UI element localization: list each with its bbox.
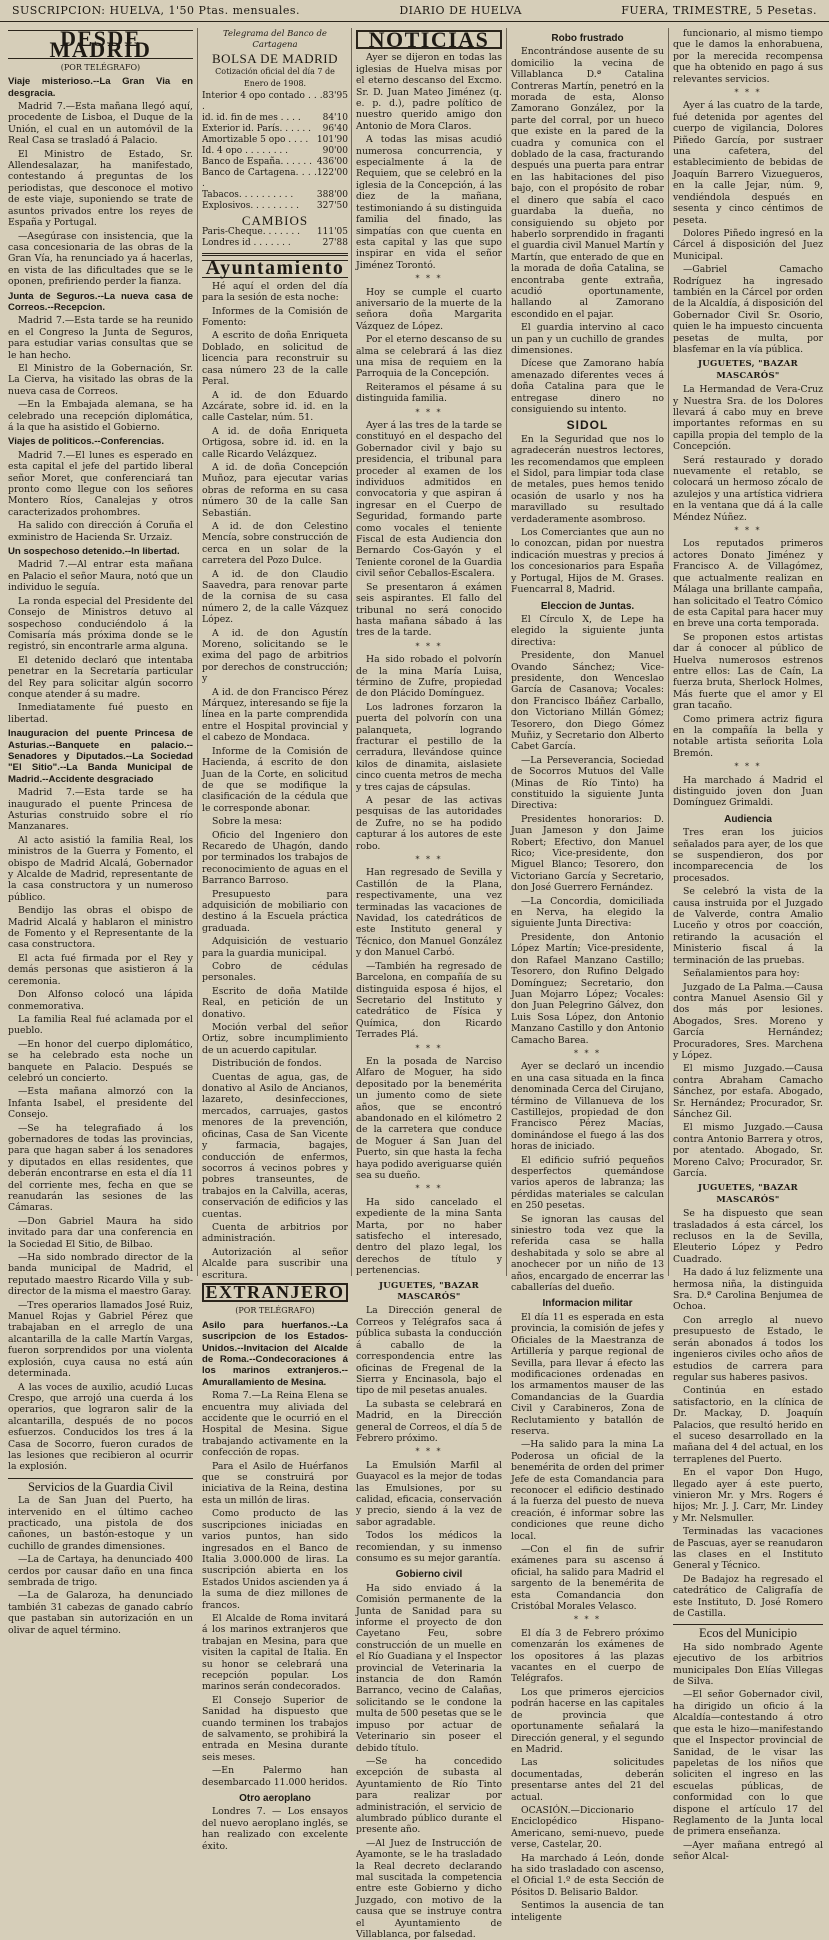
paragraph: Inmediatamente fué puesto en libertad.: [8, 702, 193, 725]
paragraph: El edificio sufrió pequeños desperfectos quemándose varios aperos de labranza; las pérdidas materiales se calculan en 250 pesetas.: [511, 1154, 664, 1212]
quote-row: [202, 146, 348, 157]
paragraph: La Hermandad de Vera-Cruz y Nuestra Sra. de los Dolores llevará á cabo muy en breve importantes reformas en su capilla propia del templo de la Concepción.: [673, 384, 823, 453]
quote-row: [202, 227, 348, 238]
quote-row: [202, 113, 348, 124]
newspaper-name: DIARIO DE HUELVA: [399, 4, 522, 17]
quote-label: Tabacos. . . . . . . . . .: [202, 190, 294, 201]
advert-juguetes: JUGUETES, "BAZAR MASCARÓS": [378, 1280, 479, 1303]
section-title-desde-madrid: DESDE MADRID: [8, 30, 193, 59]
paragraph: Se celebró la vista de la causa instruida por el Juzgado de Valverde, contra Amalio Luceño y otros por coacción, retirando la acusación el Ministerio fiscal á la terminación de las pruebas.: [673, 886, 823, 966]
separator-stars: * * *: [415, 1184, 443, 1194]
paragraph: —Se ha concedido excepción de subasta al Ayuntamiento de Río Tinto para realizar por administración, el servicio de alumbrado público durante el presente año.: [356, 1755, 502, 1836]
quote-row: [202, 201, 348, 212]
column-rule: [506, 28, 507, 1276]
paragraph: El guardia intervino al caco un pan y un cuchillo de grandes dimensiones.: [511, 322, 664, 356]
paragraph: Hoy se cumple el cuarto aniversario de la muerte de la señora doña Margarita Vázquez de López.: [356, 286, 502, 332]
paragraph: Tres eran los juicios señalados para ayer, de los que se suspendieron, dos por incomparecencia de los procesados.: [673, 827, 823, 884]
paragraph: Reiteramos el pésame á su distinguida familia.: [356, 381, 502, 405]
paragraph: La Emulsión Marfil al Guayacol es la mejor de todas las Emulsiones, por su calidad, eficacia, conservación y precio, siendo á la vez de sabor agradable.: [356, 1459, 502, 1528]
quote-value: 436'00: [316, 157, 348, 168]
headline: Asilo para huerfanos.--La suscripcion de los Estados-Unidos.--Invitacion del Alcalde de Roma.--Condecoraciones á los marinos extranjeros.--Amurallamiento de Mesina.: [202, 1319, 348, 1388]
paragraph: —Ayer mañana entregó al señor Alcal-: [673, 1839, 823, 1863]
telegraph-note: (POR TELÉGRAFO): [235, 1306, 315, 1316]
paragraph: Moción verbal del señor Ortiz, sobre incumplimiento de un acuerdo capitular.: [202, 1022, 348, 1056]
paragraph: —En honor del cuerpo diplomático, se ha celebrado esta noche un banquete en Palacio. Después se celebró un concierto.: [8, 1038, 193, 1084]
paragraph: —Ha salido para la mina La Poderosa un oficial de la benemérita de orden del primer Jefe de esta Comandancia para reconocer el edificio destinado á la fuerza del puesto de nueva creación, é informar sobre las condiciones que reune dicho local.: [511, 1439, 664, 1542]
paragraph: Como primera actriz figura en la compañía la bella y notable artista señorita Lola Bremón.: [673, 713, 823, 759]
paragraph: Ha sido nombrado Agente ejecutivo de los arbitrios municipales Don Elías Villegas de Silva.: [673, 1641, 823, 1688]
paragraph: Los Comerciantes que aun no lo conozcan, pidan por nuestra indicación muestras y precios á los concesionarios para España y Portugal, Hijos de M. Grases. Fuencarral 8, Madrid.: [511, 527, 664, 596]
paragraph: Terminadas las vacaciones de Pascuas, ayer se reanudaron las clases en el Instituto General y Técnico.: [673, 1526, 823, 1572]
paragraph: En la posada de Narciso Alfaro de Moguer, ha sido depositado por la benemérita un jumento como de siete años, que se encontró abandonado en el kilómetro 2 de la carretera que conduce de Moguer á San Juan del Puerto, sin que hasta la fecha haya podido averiguarse quién sea su dueño.: [356, 1055, 502, 1181]
paragraph: Ha dado á luz felizmente una hermosa niña, la distinguida Sra. D.ª Carolina Benjumea de Ochoa.: [673, 1267, 823, 1313]
paragraph: —También ha regresado de Barcelona, en compañía de su distinguida esposa é hijos, el Secretario del Instituto y catedrático de Física y Química, don Ricardo Terrades Plá.: [356, 960, 502, 1041]
paragraph: Ayer á las tres de la tarde se constituyó en el despacho del Gobernador civil y bajo su presidencia, el tribunal para proceder al examen de los individuos admitidos en convocatoria y que aspiran á ingresar en el Cuerpo de Seguridad, formando parte como vocales el teniente Fiscal de esta Audiencia don Bernardo Cos-Gayón y el Teniente coronel de la Guardia civil señor Ceballos-Escalera.: [356, 420, 502, 580]
bolsa-title: BOLSA DE MADRID: [212, 50, 338, 66]
quote-label: Banco de Cartagena. . . . .: [202, 168, 317, 190]
paragraph: Ha sido enviado á la Comisión permanente de la Junta de Sanidad para su informe el proyecto de don Cayetano Feu, sobre construcción de un muelle en el Río Guadiana y el Inspector provincial de Veterinaria la instancia de don Ramón Barranco, vecino de Calañas, solicitando se le condone la multa de 500 pesetas que se le impuso por actuar de Veterinario sin poseer el debido título.: [356, 1582, 502, 1754]
paragraph: Ayer se declaró un incendio en una casa situada en la finca denominada Cerca del Cirujano, término de Villanueva de los Castillejos, propiedad de don Francisco Pérez Macías, dominándose el fuego á las dos horas de iniciado.: [511, 1061, 664, 1153]
quote-row: [202, 190, 348, 201]
subscription-local: SUSCRIPCION: HUELVA, 1'50 Ptas. mensuales.: [12, 4, 301, 17]
paragraph: Juzgado de La Palma.—Causa contra Manuel Asensio Gil y dos más por lesiones. Abogados, Sres. Moreno y García Hernández; Procuradores, Sres. Marchena y López.: [673, 981, 823, 1061]
paragraph: —La Concordia, domiciliada en Nerva, ha elegido la siguiente Junta Directiva:: [511, 895, 664, 930]
quote-label: Explosivos. . . . . . . . .: [202, 201, 299, 212]
paragraph: Ha marchado á León, donde ha sido trasladado con ascenso, el Oficial 1.º de esta Sección de Pósitos D. Belisario Baldor.: [511, 1852, 664, 1898]
quote-label: Amortizable 5 opo . . . .: [202, 135, 309, 146]
quote-label: Id. 4 opo . . . . . . . .: [202, 146, 288, 157]
paragraph: Los que primeros ejercicios podrán hacerse en las capitales de provincia que oportunamente señalará la Dirección general, y el segundo en Madrid.: [511, 1686, 664, 1755]
paragraph: De Badajoz ha regresado el catedrático de Caligrafía de este Instituto, D. José Romero de Castilla.: [673, 1573, 823, 1620]
column-rule: [351, 28, 352, 1276]
section-title-ayuntamiento: Ayuntamiento: [202, 260, 348, 277]
paragraph: Cobro de cédulas personales.: [202, 961, 348, 984]
separator-stars: * * *: [734, 88, 762, 98]
bolsa-date: Cotización oficial del día 7 de Enero de 1908.: [215, 67, 335, 88]
paragraph: Al acto asistió la familia Real, los ministros de la Guerra y Fomento, el obispo de Madrid Alcalá, Gobernador y Alcalde de Madrid, representante de la casa constructora y un numeroso público.: [8, 834, 193, 903]
paragraph: En la Seguridad que nos lo agradecerán nuestros lectores, les recomendamos que empleen el Sidol, para limpiar toda clase de metales, pues hemos tenido ocasión de usarlo y nos ha maravillado su resultado verdaderamente asombroso.: [511, 433, 664, 525]
column-rule: [668, 28, 669, 1276]
paragraph: Sentimos la ausencia de tan inteligente: [511, 1900, 664, 1923]
paragraph: Se ha dispuesto que sean trasladados á esta cárcel, los reclusos en la de Sevilla, Eleuterio López y Pedro Cuadrado.: [673, 1208, 823, 1265]
quote-label: Paris-Cheque. . . . . . .: [202, 227, 300, 238]
section-title-elecciones: Eleccion de Juntas.: [540, 600, 635, 612]
paragraph: Presidentes honorarios: D. Juan Jameson y don Jaime Robert; Efectivo, don Manuel Rico; Vice-presidente, don Miguel Blanco; Tesorero, don Victoriano García y Secretario, don José Guerrero Fernández.: [511, 813, 664, 894]
paragraph: Continúa en estado satisfactorio, en la clínica de Dr. Mackay, D. Joaquín Palacios, que resultó herido en el suceso desarrollado en la mañana del 4 del actual, en los terraplenes del Puerto.: [673, 1385, 823, 1465]
paragraph: Madrid 7.—Al entrar esta mañana en Palacio el señor Maura, notó que un individuo le seguía.: [8, 559, 193, 594]
paragraph: —Asegúrase con insistencia, que la casa concesionaria de las obras de la Gran Vía, ha renunciado ya á hacerlas, en vista de las dificultades que se le oponen, prefiriendo perder la fianza.: [8, 230, 193, 288]
paragraph: Roma 7.—La Reina Elena se encuentra muy aliviada del accidente que le ocurrió en el Hospital de Mesina. Sigue trabajando activamente en la confección de ropas.: [202, 1390, 348, 1459]
paragraph: El Círculo X, de Lepe ha elegido la siguiente junta directiva:: [511, 613, 664, 648]
section-title-audiencia: Audiencia: [724, 813, 772, 825]
paragraph: En el vapor Don Hugo, llegado ayer á este puerto, vinieron Mr. y Mrs. Rogers é hijos; Mr. J. J. Carr, Mr. Lindey y Mr. Nelsmuller.: [673, 1467, 823, 1524]
paragraph: A todas las misas acudió numerosa concurrencia, y especialmente á la de Requiem, que se celebró en la iglesia de la Concepción, á las diez de la mañana, testimoniando á su distinguida familia del finado, las simpatías con que cuenta en esta capital y las que supo inspirar en vida el señor Jiménez Torontó.: [356, 134, 502, 271]
paragraph: Madrid 7.—El lunes es esperado en esta capital el jefe del partido liberal señor Moret, que conferenciará tan pronto como llegue con los señores Montero Ríos, Canalejas y otros caracterizados prohombres.: [8, 449, 193, 518]
paragraph: Se proponen estos artistas dar á conocer al público de Huelva numerosos estrenos entre ellos: Las de Caín, La fuerza bruta, Sherlock Holmes, Más fuerte que el amor y El gran tacaño.: [673, 631, 823, 712]
paragraph: El detenido declaró que intentaba penetrar en la Secretaría particular del Rey para solicitar algún socorro conque atender á su madre.: [8, 654, 193, 700]
paragraph: A id. de don Celestino Mencía, sobre construcción de cerca en un solar de la carretera del Pozo Dulce.: [202, 520, 348, 567]
section-title-informacion-militar: Informacion militar: [542, 1298, 633, 1310]
advert-juguetes: JUGUETES, "BAZAR MASCARÓS": [697, 1183, 798, 1205]
paragraph: Distribución de fondos.: [212, 1058, 322, 1070]
paragraph: El Consejo Superior de Sanidad ha dispuesto que cuando terminen los trabajos de salvamento, se prohibirá la entrada en Mesina durante seis meses.: [202, 1694, 348, 1763]
paragraph: Escrito de doña Matilde Real, en petición de un donativo.: [202, 985, 348, 1020]
paragraph: —En Palermo han desembarcado 11.000 heridos.: [202, 1765, 348, 1788]
paragraph: Bendijo las obras el obispo de Madrid Alcalá y hablaron el ministro de Fomento y el Representante de la casa constructora.: [8, 905, 193, 951]
paragraph: Oficio del Ingeniero don Recaredo de Uhagón, dando por terminados los trabajos de reconocimiento de aguas en el Barranco Barroso.: [202, 829, 348, 887]
quote-label: Londres id . . . . . . .: [202, 238, 291, 249]
paragraph: Informe de la Comisión de Hacienda, á escrito de don Juan de la Corte, en solicitud de que se modifique la clasificación de la cédula que le corresponde abonar.: [202, 745, 348, 814]
paragraph: Ha salido con dirección á Coruña el exministro de Hacienda Sr. Urzaiz.: [8, 520, 193, 543]
paragraph: A id. de don Agustín Moreno, solicitando se le exima del pago de arbitrios por derechos de construcción; y: [202, 627, 348, 685]
paragraph: Señalamientos para hoy:: [683, 968, 800, 980]
paragraph: Autorización al señor Alcalde para suscribir una escritura.: [202, 1246, 348, 1281]
quote-row: [202, 238, 348, 249]
paragraph: El Ministro de Estado, Sr. Allendesalazar, ha manifestado, contestando á preguntas de los periodistas, que desconoce el motivo de este viaje, suponiendo se trate de asuntos privados entre los reyes de España y Portugal.: [8, 148, 193, 229]
quote-label: Banco de España. . . . . .: [202, 157, 312, 168]
paragraph: Sobre la mesa:: [212, 816, 283, 828]
paragraph: —La de Cartaya, ha denunciado 400 cerdos por causar daño en una finca sembrada de trigo.: [8, 1554, 193, 1588]
cambios-title: CAMBIOS: [241, 213, 309, 229]
quote-label: id. id. fin de mes . . . .: [202, 113, 301, 124]
paragraph: Madrid 7.—Esta mañana llegó aquí, procedente de Lisboa, el Duque de la Unión, el cual en un automóvil de la Real Casa se trasladó á Palacio.: [8, 101, 193, 147]
headline: Junta de Seguros.--La nueva casa de Correos.--Recepcion.: [8, 290, 193, 313]
paragraph: Cuentas de agua, gas, de donativo al Asilo de Ancianos, lazareto, desinfecciones, mercados, carruajes, gastos menores de la prevención, oficinas, Casa de San Vicente y farmacia, bagajes, conducción de enfermos, socorros á vecinos pobres y pobres transeuntes, de trabajos en la Calvilla, aceras, conservación de edificios y las cuentas.: [202, 1071, 348, 1220]
column-desde-madrid: [8, 26, 193, 1636]
paragraph: —Don Gabriel Maura ha sido invitado para dar una conferencia en la Sociedad El Sitio, de Bilbao.: [8, 1215, 193, 1250]
section-title-robo-frustrado: Robo frustrado: [551, 33, 624, 44]
section-title-extranjero: EXTRANJERO: [202, 1283, 348, 1302]
section-title-noticias: NOTICIAS: [356, 30, 502, 49]
paragraph: Adquisición de vestuario para la guardia municipal.: [202, 936, 348, 959]
paragraph: Madrid 7.—Esta tarde se ha inaugurado el puente Princesa de Asturias construido sobre el río Manzanares.: [8, 787, 193, 833]
paragraph: La familia Real fué aclamada por el pueblo.: [8, 1013, 193, 1037]
paragraph: Será restaurado y dorado nuevamente el retablo, se colocará un hermoso zócalo de azulejos y una artística vidriera en la ventana que dá á la calle Méndez Núñez.: [673, 454, 823, 523]
separator-stars: * * *: [415, 855, 443, 865]
paragraph: Presupuesto para adquisición de mobiliario con destino á la Escuela práctica graduada.: [202, 888, 348, 934]
masthead: [0, 0, 829, 22]
subscription-outside: FUERA, TRIMESTRE, 5 Pesetas.: [621, 4, 817, 17]
paragraph: El acta fué firmada por el Rey y demás personas que asistieron á la ceremonia.: [8, 952, 193, 987]
column-bolsa-ayuntamiento: [202, 28, 348, 1852]
quote-label: Exterior id. París. . . . . .: [202, 124, 311, 135]
paragraph: Ha marchado á Madrid el distinguido joven don Juan Domínguez Grimaldi.: [673, 774, 823, 809]
section-title-gobierno-civil: Gobierno civil: [395, 1569, 463, 1581]
headline: Inauguracion del puente Princesa de Asturias.--Banquete en palacio.--Senadores y Diputados.--La Sociedad "El Sitio".--La Banda Municipal de Madrid.--Accidente desgraciado: [8, 728, 193, 785]
paragraph: Ha sido robado el polvorín de la mina María Luisa, término de Zufre, propiedad de don Plácido Domínguez.: [356, 654, 502, 700]
paragraph: A pesar de las activas pesquisas de las autoridades de Zufre, no se ha podido capturar á los autores de este robo.: [356, 795, 502, 852]
quote-label: Interior 4 opo contado . . . .: [202, 91, 323, 113]
paragraph: La Dirección general de Correos y Telégrafos saca á pública subasta la conducción á caballo de la correspondencia entre las oficinas de Fregenal de la Sierra y Encinasola, bajo el tipo de mil pesetas anuales.: [356, 1305, 502, 1397]
stock-quotes: [202, 91, 348, 212]
separator-stars: * * *: [734, 526, 762, 536]
quote-value: 122'00: [316, 168, 348, 179]
section-title-ecos-municipio: Ecos del Municipio: [673, 1624, 823, 1639]
separator-stars: * * *: [415, 274, 443, 284]
column-varios: [673, 28, 823, 1863]
paragraph: A id. de doña Concepción Muñoz, para ejecutar varias obras de reforma en su casa número 30 de la calle San Sebastián.: [202, 461, 348, 519]
quote-row: [202, 91, 348, 113]
paragraph: —En la Embajada alemana, se ha celebrado una recepción diplomática, á la que ha asistido el Gobierno.: [8, 399, 193, 433]
paragraph: —Gabriel Camacho Rodríguez ha ingresado también en la Cárcel por orden de la Alcaldía, á disposición del Gobernador Civil Sr. Osorio, quien le ha impuesto cincuenta pesetas de multa, por blasfemar en la vía pública.: [673, 264, 823, 355]
paragraph: Ha sido cancelado el expediente de la mina Santa Marta, por no haber satisfecho el interesado, dentro del plazo legal, los derechos de título y pertenencias.: [356, 1196, 502, 1277]
quote-value: 388'00: [316, 190, 348, 201]
separator-stars: * * *: [415, 1043, 443, 1053]
telegraph-note: (POR TELÉGRAFO): [60, 62, 141, 72]
paragraph: Como producto de las suscripciones iniciadas en varios puntos, han sido ingresados en el Banco de Italia 3.000.000 de liras. La suscripción abierta en los Estados Unidos ascienden ya á la suma de diez millones de francos.: [202, 1508, 348, 1611]
exchange-rates: [202, 227, 348, 249]
separator-stars: * * *: [415, 407, 443, 417]
quote-value: 83'95: [322, 91, 348, 102]
paragraph: —Tres operarios llamados José Ruiz, Manuel Rojas y Gabriel Pérez que trabajaban en el arreglo de una alcantarilla de la calle Martín Vargas, fueron sorprendidos por una violenta explosión, cuya causa no está aún determinada.: [8, 1299, 193, 1380]
paragraph: Hé aquí el orden del día para la sesión de esta noche:: [202, 280, 348, 304]
separator-stars: * * *: [415, 1447, 443, 1457]
paragraph: —Con el fin de sufrir exámenes para su ascenso á oficial, ha salido para Madrid el sargento de la benemérita de esta Comandancia don Cristóbal Morales Velasco.: [511, 1544, 664, 1613]
advert-sidol-title: SIDOL: [566, 418, 609, 433]
quote-row: [202, 135, 348, 146]
paragraph: A id. de don Francisco Pérez Márquez, interesando se fije la línea en la parte comprendida entre el Hospital provincial y el cabezo de Mondaca.: [202, 686, 348, 744]
headline: Viaje misterioso.--La Gran Via en desgracia.: [8, 76, 193, 99]
paragraph: Presidente, don Antonio López Martín; Vice-presidente, don Rafael Manzano Castillo; Tesorero, don Rufino Delgado Domínguez; Secretario, don Juan Mojarro López; Vocales: don Juan Pelegrino Gálvez, don Luis Sosa López, don Antonio Manzano Castillo y don Antonio Camacho Barea.: [511, 931, 664, 1046]
quote-value: 96'40: [322, 124, 348, 135]
paragraph: Informes de la Comisión de Fomento:: [202, 305, 348, 329]
separator-stars: * * *: [573, 1048, 602, 1058]
divider: [202, 253, 348, 256]
paragraph: —Esta mañana almorzó con la Infanta Isabel, el presidente del Consejo.: [8, 1086, 193, 1121]
quote-value: 101'90: [316, 135, 348, 146]
quote-value: 90'00: [322, 146, 348, 157]
paragraph: funcionario, al mismo tiempo que le damos la enhorabuena, por la merecida recompensa que ha obtenido en pago á sus relevantes servicios.: [673, 28, 823, 85]
paragraph: Las solicitudes documentadas, deberán presentarse antes del 21 del actual.: [511, 1757, 664, 1803]
paragraph: Se ignoran las causas del siniestro toda vez que la referida casa se halla deshabitada y solo se abre al anochecer por un niño de 13 años, encargado de encerrar las caballerías del dueño.: [511, 1213, 664, 1294]
paragraph: Ayer á las cuatro de la tarde, fué detenida por agentes del cuerpo de vigilancia, Dolores Piñedo García, por sustraer una cafetera, del establecimiento de bebidas de Joaquín Barrero Vizuegueros, en la calle Jejar, núm. 9, vendiéndola después en sesenta y cinco céntimos de peseta.: [673, 100, 823, 226]
paragraph: —Ha sido nombrado director de la banda municipal de Madrid, el reputado maestro Ricardo Villa y sub-director de la misma el maestro Garay.: [8, 1252, 193, 1298]
paragraph: Para el Asilo de Huérfanos que se construirá por iniciativa de la Reina, destina esta un millón de liras.: [202, 1460, 348, 1506]
paragraph: Cuenta de arbitrios por administración.: [202, 1221, 348, 1245]
advert-juguetes: JUGUETES, "BAZAR MASCARÓS": [697, 359, 798, 381]
quote-value: 111'05: [316, 227, 348, 238]
headline: Un sospechoso detenido.--In libertad.: [8, 546, 180, 558]
column-rule: [197, 28, 198, 1276]
paragraph: A id. de don Eduardo Azcárate, sobre id. id. en la calle Castelar, núm. 51.: [202, 389, 348, 424]
paragraph: El Alcalde de Roma invitará á los marinos extranjeros que trabajan en Mesina, para que visiten la capital de Italia. En su honor se celebrará una recepción popular. Los marinos serán condecorados.: [202, 1612, 348, 1693]
paragraph: El día 11 es esperada en esta provincia, la comisión de jefes y Oficiales de la Maestranza de Artillería y parque regional de Sevilla, para llevar á efecto las modificaciones ordenadas en los armamentos mauser de las Comandancias de la Guardia Civil y Carabineros, Zona de Reclutamiento y batallón de reserva.: [511, 1311, 664, 1437]
quote-row: [202, 124, 348, 135]
quote-value: 84'10: [322, 113, 348, 124]
paragraph: Los reputados primeros actores Donato Jiménez y Francisco A. de Villagómez, que actualmente realizan en Málaga una brillante campaña, han solicitado el Teatro Cómico de esta Capital para hacer muy en breve una corta temporada.: [673, 538, 823, 630]
paragraph: Por el eterno descanso de su alma se celebrará á las diez una misa de requiem en la Parroquia de la Concepción.: [356, 334, 502, 380]
column-noticias: [356, 27, 502, 1940]
paragraph: Los ladrones forzaron la puerta del polvorín con una palanqueta, logrando fracturar el pestillo de la cerradura, llevándose quince kilos de dinamita, aislasiete cinco cuenta metros de mecha y tres cajas de cápsulas.: [356, 701, 502, 793]
paragraph: —Se ha telegrafiado á los gobernadores de todas las provincias, para que hagan saber á los senadores y diputados en ellas residentes, que deberán encontrarse en esta el día 11 del corriente mes, fecha en que se reanudarán las sesiones de las Cámaras.: [8, 1122, 193, 1214]
column-sucesos: [511, 28, 664, 1923]
paragraph: Dícese que Zamorano había amenazado diferentes veces á doña Catalina para que le entregase dinero no consiguiendo su intento.: [511, 358, 664, 415]
paragraph: Encontrándose ausente de su domicilio la vecina de Villablanca D.ª Catalina Contreras Martín, penetró en la morada de esta, Alonso Zamorano González, por la parte del corral, por un hueco que existe en la pared de la cuadra y comunica con el doblado de la casa, fracturando después una puerta para entrar en las habitaciones del piso bajo, con el propósito de robar el dinero que sabía el caco guardaba la dueña, no consiguiendo su objeto por haberlo sorprendido in fraganti el guardia civil Manuel Martín y Martín, que enterado de que en la morada de doña Catalina, se encontraba gente extraña, acudió oportunamente, hallando al Zamorano escondido en el pajar.: [511, 46, 664, 320]
quote-value: 27'88: [322, 238, 348, 249]
paragraph: Ayer se dijeron en todas las iglesias de Huelva misas por el eterno descanso del Excmo. Sr. D. Juan Mateo Jiménez (q. e. p. d.), padre político de nuestro querido amigo don Antonio de Mora Claros.: [356, 52, 502, 132]
paragraph: La subasta se celebrará en Madrid, en la Dirección general de Correos, el día 5 de Febrero próximo.: [356, 1398, 502, 1444]
headline: Viajes de politicos.--Conferencias.: [8, 436, 165, 448]
bank-telegram-header: Telegrama del Banco de Cartagena: [223, 29, 327, 51]
paragraph: Todos los médicos la recomiendan, y su inmenso consumo es su mejor garantía.: [356, 1530, 502, 1564]
paragraph: A id. de doña Enriqueta Ortigosa, sobre id. id. en la calle Ricardo Velázquez.: [202, 425, 348, 460]
paragraph: La de San Juan del Puerto, ha intervenido en el último cacheo practicado, una pistola de dos cañones, un bastón-estoque y un cuchillo de grandes dimensiones.: [8, 1495, 193, 1552]
paragraph: El día 3 de Febrero próximo comenzarán los exámenes de los opositores á las plazas vacantes en el cuerpo de Telégrafos.: [511, 1627, 664, 1685]
paragraph: A las voces de auxilio, acudió Lucas Crespo, que arrojó una cuerda á los operarios, que lograron salir de la alcantarilla, después de no pocos esfuerzos. Conducidos los tres á la Casa de Socorro, fueron curados de las lesiones que recibieron al ocurrir la explosión.: [8, 1381, 193, 1473]
paragraph: Se presentaron á exámen seis aspirantes. El fallo del tribunal no será conocido hasta mañana sábado á las tres de la tarde.: [356, 581, 502, 639]
paragraph: El mismo Juzgado.—Causa contra Antonio Barrera y otros, por atentado. Abogado, Sr. Moreno Calvo; Procurador, Sr. García.: [673, 1122, 823, 1179]
separator-stars: * * *: [573, 1615, 602, 1625]
paragraph: La ronda especial del Presidente del Consejo de Ministros detuvo al sospechoso conduciéndolo á la Comisaría más próxima donde se le registró, sin encontrarle arma alguna.: [8, 595, 193, 653]
classified-ad: OCASIÓN.—Diccionario Enciclopédico Hispano-Americano, semi-nuevo, puede verse, Castelar, 20.: [511, 1804, 664, 1851]
paragraph: —Al Juez de Instrucción de Ayamonte, se le ha trasladado la Real decreto declarando mal suscitada la competencia entre este Gobierno y dicho Juzgado, con motivo de la causa que se instruye contra el Ayuntamiento de Villablanca, por falsedad.: [356, 1837, 502, 1940]
separator-stars: * * *: [734, 762, 762, 772]
paragraph: Don Alfonso colocó una lápida conmemorativa.: [8, 989, 193, 1012]
separator-stars: * * *: [415, 641, 443, 651]
paragraph: —La Perseverancia, Sociedad de Socorros Mutuos del Valle (Minas de Río Tinto) ha constituido la siguiente Junta Directiva:: [511, 754, 664, 812]
paragraph: Madrid 7.—Esta tarde se ha reunido en el Congreso la Junta de Seguros, para estudiar varias consultas que se le han hecho.: [8, 315, 193, 361]
paragraph: A id. de don Claudio Saavedra, para renovar parte de la cornisa de su casa número 2, de la calle Vázquez López.: [202, 568, 348, 626]
paragraph: Con arreglo al nuevo presupuesto de Estado, le serán abonados á todos los ingenieros civiles ocho años de estudios de carrera para regular sus haberes pasivos.: [673, 1314, 823, 1383]
paragraph: El Ministro de la Gobernación, Sr. La Cierva, ha visitado las obras de la nueva casa de Correos.: [8, 362, 193, 397]
paragraph: —El señor Gobernador civil, ha dirigido un oficio á la Alcaldía—contestando á otro que esta le hizo—manifestando que el Inspector provincial de Sanidad, de le visar las papeletas de los niños que soliciten el ingreso en las escuelas públicas, de conformidad con lo que dispone el artículo 17 del Reglamento de la Junta local de primera enseñanza.: [673, 1689, 823, 1838]
headline: Otro aeroplano: [239, 1793, 311, 1805]
paragraph: A escrito de doña Enriqueta Doblado, en solicitud de licencia para reconstruir su casa número 23 de la calle Peral.: [202, 330, 348, 388]
paragraph: Dolores Piñedo ingresó en la Cárcel á disposición del Juez Municipal.: [673, 227, 823, 262]
quote-row: [202, 168, 348, 190]
quote-row: [202, 157, 348, 168]
paragraph: Londres 7. — Los ensayos del nuevo aeroplano inglés, se han realizado con excelente éxito.: [202, 1806, 348, 1852]
paragraph: El mismo Juzgado.—Causa contra Abraham Camacho Sánchez, por estafa. Abogado, Sr. Hernández; Procurador, Sr. Sánchez Gil.: [673, 1063, 823, 1120]
paragraph: Han regresado de Sevilla y Castillón de la Plana, respectivamente, una vez terminadas las vacaciones de Navidad, los catedráticos de este Instituto general y Técnico, don Manuel González y don Manuel Carbó.: [356, 867, 502, 959]
section-title-guardia-civil: Servicios de la Guardia Civil: [8, 1478, 193, 1493]
quote-value: 327'50: [316, 201, 348, 212]
paragraph: —La de Galaroza, ha denunciado también 31 cabezas de ganado cabrío que pastaban sin autorización en un olivar de aquel término.: [8, 1590, 193, 1636]
paragraph: Presidente, don Manuel Ovando Sánchez; Vice-presidente, don Wenceslao García de Casanova; Vocales: don Francisco Ibáñez Carballo, don Victoriano Millán Gómez; Tesorero, don Diego Gómez Muñiz, y Secretario don Alberto Cabet García.: [511, 650, 664, 753]
